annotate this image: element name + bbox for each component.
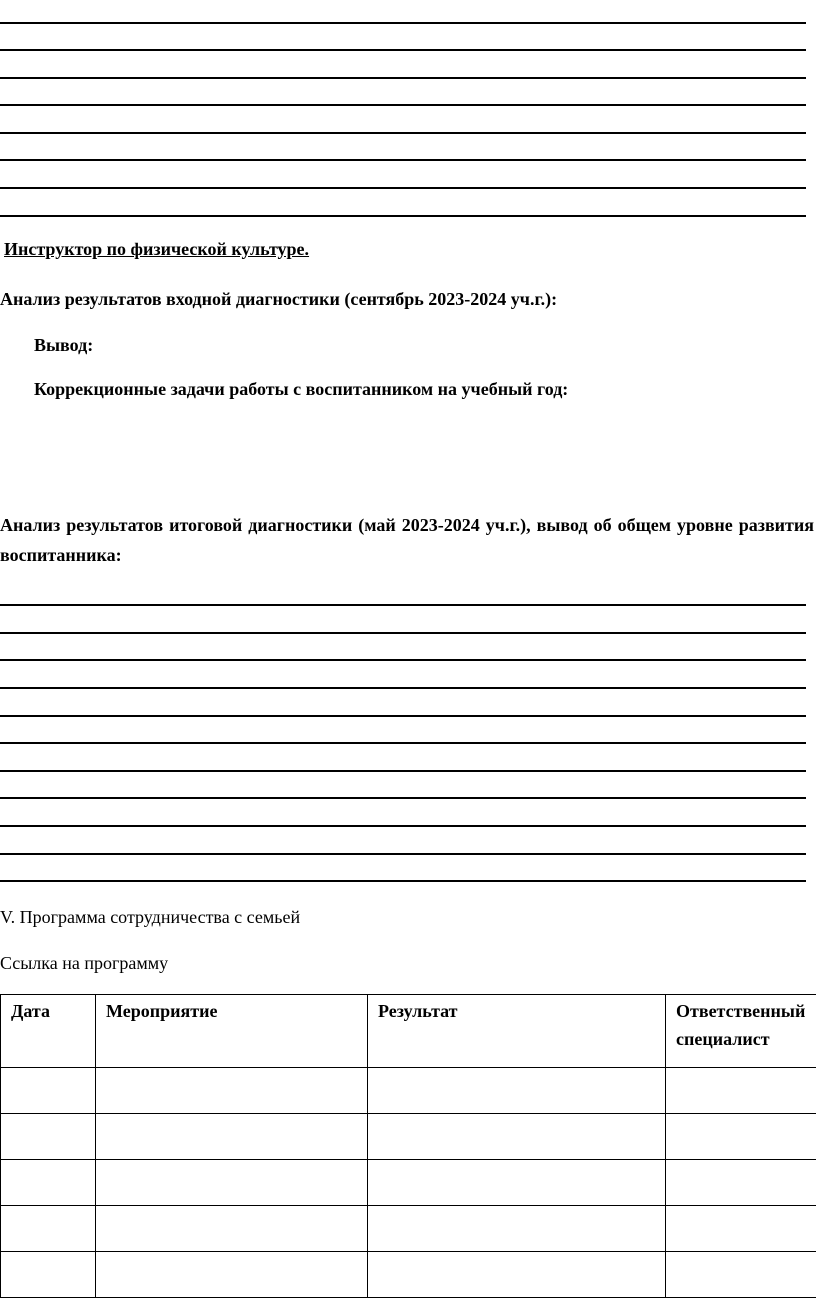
table-cell[interactable] <box>368 1252 666 1298</box>
section-title: V. Программа сотрудничества с семьей <box>0 907 301 927</box>
table-cell[interactable] <box>96 1160 368 1206</box>
table-cell[interactable] <box>368 1068 666 1114</box>
table-cell[interactable] <box>96 1068 368 1114</box>
correction-tasks-label: Коррекционные задачи работы с воспитанником на учебный год: <box>34 379 569 399</box>
header-responsible <box>666 995 816 1068</box>
table-cell[interactable] <box>1 1114 96 1160</box>
final-analysis-heading: Анализ результатов итоговой диагностики (май 2023-2024 уч.г.), вывод об общем уровне развития воспитанника: <box>0 515 814 565</box>
blank-line <box>0 77 806 79</box>
table-row <box>1 1160 816 1206</box>
conclusion-label: Вывод: <box>34 335 94 355</box>
blank-line <box>0 659 806 661</box>
blank-line <box>0 215 806 217</box>
blank-line <box>0 632 806 634</box>
table-cell[interactable] <box>666 1160 816 1206</box>
table-cell[interactable] <box>1 1252 96 1298</box>
blank-line <box>0 770 806 772</box>
blank-line <box>0 825 806 827</box>
table-cell[interactable] <box>666 1068 816 1114</box>
family-cooperation-table <box>0 994 816 1298</box>
table-cell[interactable] <box>666 1114 816 1160</box>
header-date-label: Дата <box>11 1001 50 1021</box>
header-result <box>368 995 666 1068</box>
table-cell[interactable] <box>368 1160 666 1206</box>
entry-analysis-heading: Анализ результатов входной диагностики (сентябрь 2023-2024 уч.г.): <box>0 289 558 309</box>
table-row <box>1 1206 816 1252</box>
blank-line <box>0 159 806 161</box>
table-cell[interactable] <box>1 1160 96 1206</box>
table-row <box>1 1068 816 1114</box>
blank-line <box>0 604 806 606</box>
blank-line <box>0 742 806 744</box>
table-row <box>1 1252 816 1298</box>
table-cell[interactable] <box>96 1252 368 1298</box>
header-responsible-label: Ответственный специалист <box>676 1001 806 1049</box>
blank-line <box>0 22 806 24</box>
header-event <box>96 995 368 1068</box>
blank-line <box>0 49 806 51</box>
header-date <box>1 995 96 1068</box>
header-result-label: Результат <box>378 1001 458 1021</box>
blank-line <box>0 853 806 855</box>
blank-line <box>0 687 806 689</box>
table-cell[interactable] <box>666 1206 816 1252</box>
table-cell[interactable] <box>666 1252 816 1298</box>
table-cell[interactable] <box>1 1206 96 1252</box>
table-cell[interactable] <box>1 1068 96 1114</box>
blank-line <box>0 187 806 189</box>
table-cell[interactable] <box>96 1206 368 1252</box>
table-cell[interactable] <box>368 1206 666 1252</box>
blank-line <box>0 880 806 882</box>
blank-line <box>0 132 806 134</box>
table-header-row <box>1 995 816 1068</box>
program-link-label[interactable]: Ссылка на программу <box>0 953 169 973</box>
blank-line <box>0 797 806 799</box>
table-cell[interactable] <box>96 1114 368 1160</box>
blank-line <box>0 715 806 717</box>
instructor-heading: Инструктор по физической культуре. <box>4 239 310 259</box>
blank-line <box>0 104 806 106</box>
header-event-label: Мероприятие <box>106 1001 218 1021</box>
table-cell[interactable] <box>368 1114 666 1160</box>
table-row <box>1 1114 816 1160</box>
